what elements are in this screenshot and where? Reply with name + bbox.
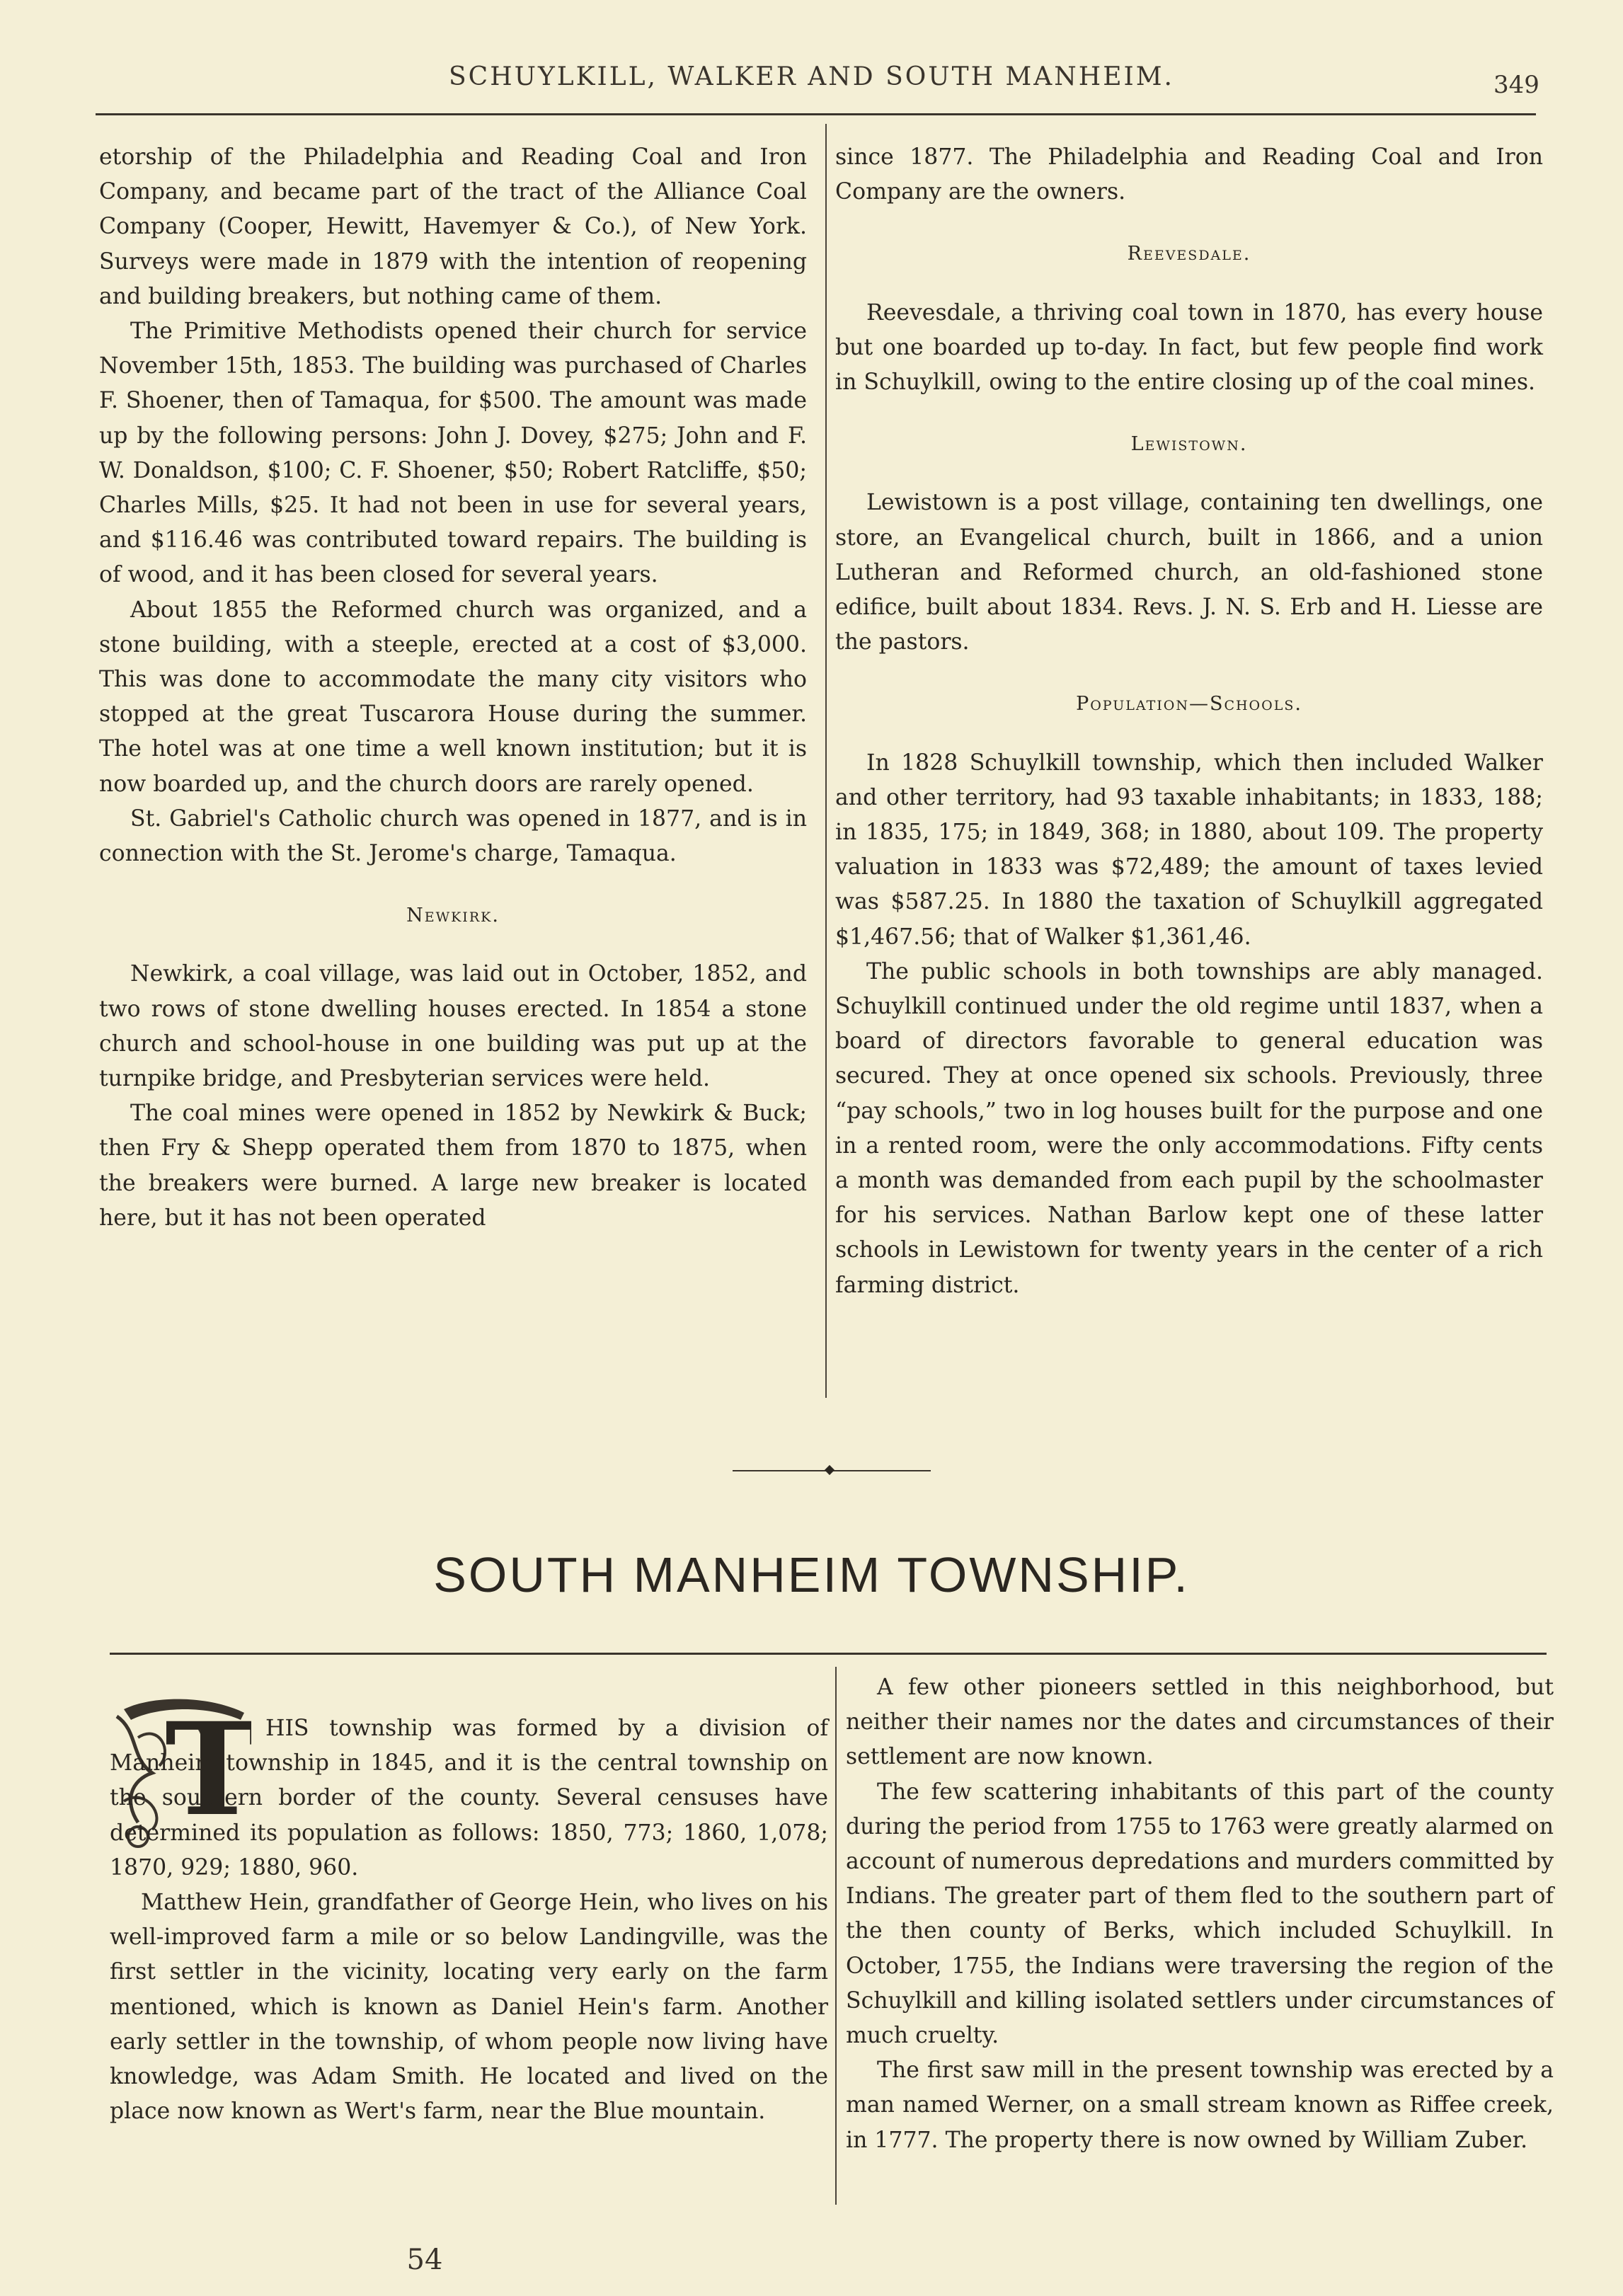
section-ornament xyxy=(733,1469,931,1473)
paragraph: Matthew Hein, grandfather of George Hein, who lives on his well-improved farm a mile or so below Landingville, was the first settler in the vicinity, locating very early on the farm mentioned, which is known as Daniel Hein's farm. Another early settler in the township, of whom people now living have knowledge, was Adam Smith. He located and lived on the place now known as Wert's farm, near the Blue mountain. xyxy=(110,1890,828,2125)
paragraph: The Primitive Methodists opened their church for service November 15th, 1853. The building was purchased of Charles F. Shoener, then of Tamaqua, for $500. The amount was made up by the following persons: John J. Dovey, $275; John and F. W. Donaldson, $100; C. F. Shoener, $50; Robert Ratcliffe, $50; Charles Mills, $25. It had not been in use for several years, and $116.46 was contributed toward repairs. The building is of wood, and it has been closed for several years. xyxy=(99,318,807,588)
upper-right-column xyxy=(835,140,1543,1303)
drop-cap-letter: T xyxy=(165,1695,251,1844)
ornament-diamond xyxy=(825,1465,835,1475)
paragraph: In 1828 Schuylkill township, which then included Walker and other territory, had 93 taxable inhabitants; in 1833, 188; in 1835, 175; in 1849, 368; in 1880, about 109. The property valuation in 1833 was $72,489; the amount of taxes levied was $587.25. In 1880 the taxation of Schuylkill aggregated $1,467.56; that of Walker $1,361,46. xyxy=(835,750,1543,950)
paragraph: St. Gabriel's Catholic church was opened in 1877, and is in connection with the St. Jerome's charge, Tamaqua. xyxy=(99,805,807,867)
section-heading-lewistown: Lewistown. xyxy=(1130,433,1248,456)
lower-right-column xyxy=(846,1670,1554,2158)
first-paragraph xyxy=(110,1711,828,1885)
paragraph: etorship of the Philadelphia and Reading Coal and Iron Company, and became part of the tract of the Alliance Coal Company (Cooper, Hewitt, Havemyer & Co.), of New York. Surveys were made in 1879 with the intention of reopening and building breakers, but nothing came of them. xyxy=(99,144,807,309)
section-heading-population: Population—Schools. xyxy=(1076,693,1302,716)
running-title: SCHUYLKILL, WALKER AND SOUTH MANHEIM. xyxy=(449,62,1174,91)
upper-left-column xyxy=(99,140,807,1236)
section-title: SOUTH MANHEIM TOWNSHIP. xyxy=(433,1547,1190,1602)
column-divider xyxy=(825,124,827,1398)
first-paragraph-text: HIS township was formed by a division of Manheim township in 1845, and it is the central township on the southern border of the county. Several censuses have determined its population as follows: 1850, 773; 1860, 1,078; 1870, 929; 1880, 960. xyxy=(110,1716,828,1881)
section-heading-reevesdale: Reevesdale. xyxy=(1127,243,1251,265)
column-divider xyxy=(835,1667,837,2205)
paragraph: since 1877. The Philadelphia and Reading Coal and Iron Company are the owners. xyxy=(835,144,1543,205)
paragraph: About 1855 the Reformed church was organized, and a stone building, with a steeple, erected at a cost of $3,000. This was done to accommodate the many city visitors who stopped at the great Tuscarora House during the summer. The hotel was at one time a well known institution; but it is now boarded up, and the church doors are rarely opened. xyxy=(99,597,807,797)
section-heading-newkirk: Newkirk. xyxy=(406,905,500,927)
header-rule xyxy=(96,113,1536,115)
paragraph: A few other pioneers settled in this neighborhood, but neither their names nor the dates and circumstances of their settlement are now known. xyxy=(846,1675,1554,1770)
paragraph: Reevesdale, a thriving coal town in 1870, has every house but one boarded up to-day. In fact, but few people find work in Schuylkill, owing to the entire closing up of the coal mines. xyxy=(835,299,1543,396)
paragraph: The few scattering inhabitants of this part of the county during the period from 1755 to 1763 were greatly alarmed on account of numerous depredations and murders committed by Indians. The greater part of them fled to the southern part of the then county of Berks, which included Schuylkill. In October, 1755, the Indians were traversing the region of the Schuylkill and killing isolated settlers under circumstances of much cruelty. xyxy=(846,1779,1554,2049)
paragraph: The public schools in both townships are ably managed. Schuylkill continued under the old regime until 1837, when a board of directors favorable to general education was secured. They at once opened six schools. Previously, three “pay schools,” two in log houses built for the purpose and one in a rented room, were the only accommodations. Fifty cents a month was demanded from each pupil by the schoolmaster for his services. Nathan Barlow kept one of these latter schools in Lewistown for twenty years in the center of a rich farming district. xyxy=(835,958,1543,1298)
section-rule xyxy=(110,1653,1547,1655)
page-number: 349 xyxy=(1493,71,1539,99)
signature-mark: 54 xyxy=(406,2244,443,2276)
paragraph: The coal mines were opened in 1852 by Newkirk & Buck; then Fry & Shepp operated them from 1870 to 1875, when the breakers were burned. A large new breaker is located here, but it has not been operated xyxy=(99,1101,807,1231)
paragraph: Newkirk, a coal village, was laid out in October, 1852, and two rows of stone dwelling houses erected. In 1854 a stone church and school-house in one building was put up at the turnpike bridge, and Presbyterian services were held. xyxy=(99,961,807,1092)
paragraph: The first saw mill in the present township was erected by a man named Werner, on a small stream known as Riffee creek, in 1777. The property there is now owned by William Zuber. xyxy=(846,2057,1554,2153)
paragraph: Lewistown is a post village, containing ten dwellings, one store, an Evangelical church, built in 1866, and a union Lutheran and Reformed church, an old-fashioned stone edifice, built about 1834. Revs. J. N. S. Erb and H. Liesse are the pastors. xyxy=(835,490,1543,655)
lower-left-column xyxy=(110,1711,828,2129)
